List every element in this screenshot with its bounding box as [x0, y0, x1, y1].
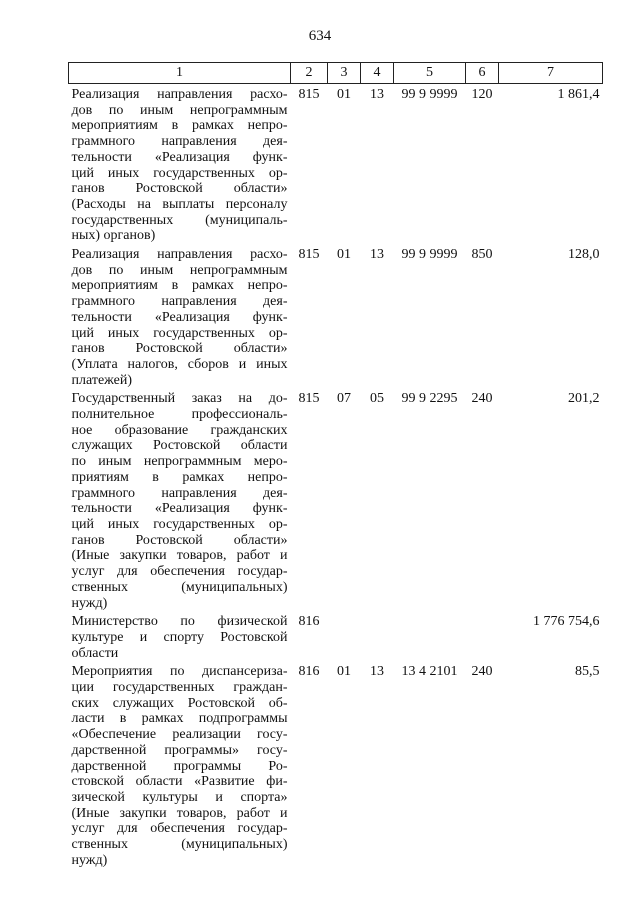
- description-line: дарственной программы Ро-: [71, 758, 288, 774]
- column-header-5: 5: [394, 63, 466, 84]
- cell-section: 01: [337, 664, 351, 680]
- description-line: Министерство по физической: [71, 614, 288, 630]
- table-row: [69, 661, 603, 868]
- cell-expense-type: 850: [471, 247, 493, 263]
- description-line: мероприятиям в рамках непро-: [71, 118, 288, 134]
- description-line: ганов Ростовской области»: [71, 341, 288, 357]
- description-line: Мероприятия по диспансеризa-: [71, 664, 288, 680]
- cell-amount: 1 861,4: [557, 87, 600, 102]
- description-line: приятиям в рамках непро-: [71, 469, 288, 485]
- cell-subsection: 13: [370, 247, 384, 263]
- cell-subsection: [361, 611, 394, 661]
- header-row: [69, 63, 603, 84]
- description-line: (Уплата налогов, сборов и иных: [71, 356, 288, 372]
- description-line: государственных (муниципаль-: [71, 212, 288, 228]
- description-line: ций иных государственных ор-: [71, 165, 288, 181]
- description-line: тельности «Реализация функ-: [71, 309, 288, 325]
- description-line: по иным непрограммным меро-: [71, 454, 288, 470]
- table-row: [69, 611, 603, 661]
- cell-subsection: 05: [370, 391, 384, 407]
- description-line: ласти в рамках подпрограммы: [71, 711, 288, 727]
- description-line: ное образование гражданских: [71, 422, 288, 438]
- description-line: зической культуры и спорта»: [71, 789, 288, 805]
- cell-section: 01: [337, 87, 351, 102]
- cell-ministry-code: 816: [298, 664, 320, 680]
- description-line: «Обеспечение реализации госу-: [71, 727, 288, 743]
- description-line: ции государственных граждан-: [71, 680, 288, 696]
- description-line: ных) органов): [71, 228, 156, 244]
- description-line: ских служащих Ростовской об-: [71, 695, 288, 711]
- table-row: [69, 388, 603, 611]
- cell-target-item: 99 9 9999: [401, 87, 458, 102]
- description-line: нужд): [71, 595, 108, 611]
- description-line: Государственный заказ на до-: [71, 391, 288, 407]
- description-line: ций иных государственных ор-: [71, 516, 288, 532]
- description-line: (Иные закупки товаров, работ и: [71, 548, 288, 564]
- cell-ministry-code: 816: [298, 614, 320, 630]
- description-line: ганов Ростовской области»: [71, 181, 288, 197]
- description-line: ганов Ростовской области»: [71, 532, 288, 548]
- cell-target-item: 13 4 2101: [401, 664, 458, 680]
- cell-ministry-code: 815: [298, 391, 320, 407]
- cell-description: [69, 661, 291, 868]
- column-header-6: 6: [466, 63, 499, 84]
- description-line: стовской области «Развитие фи-: [71, 774, 288, 790]
- cell-description: [69, 244, 291, 388]
- description-line: граммного направления дея-: [71, 134, 288, 150]
- description-line: Реализация направления расхо-: [71, 247, 288, 263]
- cell-section: 07: [337, 391, 351, 407]
- cell-subsection: 13: [370, 87, 384, 102]
- cell-target-item: 99 9 2295: [401, 391, 458, 407]
- cell-amount: 128,0: [568, 247, 600, 263]
- cell-description: [69, 611, 291, 661]
- description-line: ций иных государственных ор-: [71, 325, 288, 341]
- cell-ministry-code: 815: [298, 87, 320, 102]
- cell-section: 01: [337, 247, 351, 263]
- description-line: ственных (муниципальных): [71, 837, 288, 853]
- column-header-4: 4: [361, 63, 394, 84]
- cell-expense-type: 240: [471, 391, 493, 407]
- budget-table: [68, 62, 603, 868]
- description-line: культуре и спорту Ростовской: [71, 629, 288, 645]
- description-line: полнительное профессиональ-: [71, 407, 288, 423]
- description-line: граммного направления дея-: [71, 294, 288, 310]
- cell-ministry-code: 815: [298, 247, 320, 263]
- description-line: услуг для обеспечения государ-: [71, 821, 288, 837]
- cell-subsection: 13: [370, 664, 384, 680]
- description-line: ственных (муниципальных): [71, 579, 288, 595]
- column-header-1: 1: [69, 63, 291, 84]
- cell-expense-type: 120: [471, 87, 493, 102]
- cell-target-item: [394, 611, 466, 661]
- cell-expense-type: 240: [471, 664, 493, 680]
- page-number: 634: [308, 28, 332, 44]
- description-line: тельности «Реализация функ-: [71, 501, 288, 517]
- cell-amount: 85,5: [575, 664, 600, 680]
- cell-section: [328, 611, 361, 661]
- cell-expense-type: [466, 611, 499, 661]
- description-line: услуг для обеспечения государ-: [71, 564, 288, 580]
- cell-target-item: 99 9 9999: [401, 247, 458, 263]
- description-line: тельности «Реализация функ-: [71, 149, 288, 165]
- table-row: [69, 244, 603, 388]
- column-header-7: 7: [499, 63, 603, 84]
- description-line: нужд): [71, 852, 108, 868]
- description-line: области: [71, 645, 119, 661]
- table-body: [69, 84, 603, 869]
- description-line: (Расходы на выплаты персоналу: [71, 196, 288, 212]
- column-header-3: 3: [328, 63, 361, 84]
- cell-amount: 1 776 754,6: [533, 614, 600, 630]
- description-line: (Иные закупки товаров, работ и: [71, 805, 288, 821]
- description-line: платежей): [71, 372, 133, 388]
- cell-description: [69, 84, 291, 245]
- description-line: дов по иным непрограммным: [71, 262, 288, 278]
- table-row: [69, 84, 603, 245]
- description-line: дов по иным непрограммным: [71, 102, 288, 118]
- column-header-2: 2: [291, 63, 328, 84]
- cell-amount: 201,2: [568, 391, 600, 407]
- cell-description: [69, 388, 291, 611]
- description-line: мероприятиям в рамках непро-: [71, 278, 288, 294]
- description-line: служащих Ростовской области: [71, 438, 288, 454]
- description-line: граммного направления дея-: [71, 485, 288, 501]
- description-line: дарственной программы» госу-: [71, 742, 288, 758]
- description-line: Реализация направления расхо-: [71, 87, 288, 102]
